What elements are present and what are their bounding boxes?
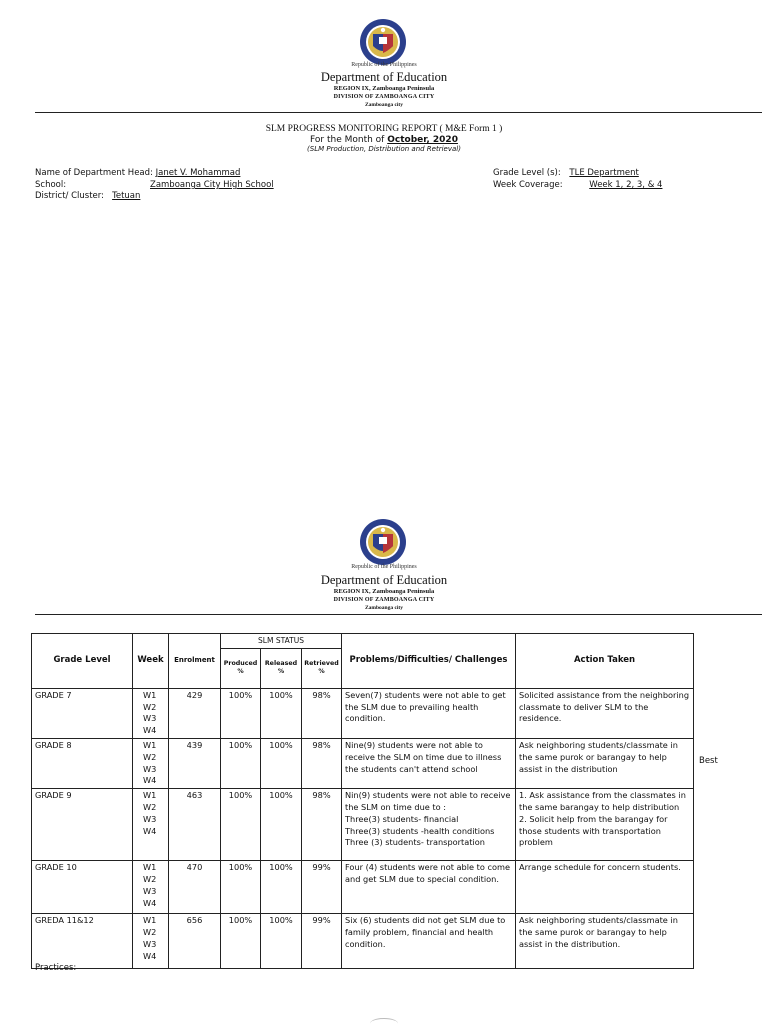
practices-label: Practices: — [35, 963, 77, 973]
division-text: DIVISION OF ZAMBOANGA CITY — [333, 94, 435, 100]
district-label: District/ Cluster: — [35, 191, 104, 201]
retrieved-cell: 98% — [302, 738, 342, 788]
problem-line: Three(3) students -health conditions — [345, 825, 495, 836]
week-item: W1 — [143, 790, 157, 801]
week-item: W4 — [143, 725, 157, 736]
district-row — [35, 191, 140, 201]
division-text: DIVISION OF ZAMBOANGA CITY — [333, 597, 435, 603]
retrieved-cell: 99% — [302, 861, 342, 914]
month-prefix: For the Month of — [310, 135, 388, 145]
header-divider — [35, 112, 762, 113]
report-subtitle: (SLM Production, Distribution and Retrieval) — [307, 145, 461, 153]
week-item: W1 — [143, 862, 157, 873]
side-note: Best — [699, 756, 718, 766]
action-cell — [516, 738, 694, 788]
week-item: W2 — [143, 873, 157, 884]
grade-cell: GRADE 9 — [32, 789, 133, 861]
action-cell — [516, 914, 694, 969]
enrolment-cell: 470 — [169, 861, 221, 914]
grade-cell: GRADE 7 — [32, 688, 133, 738]
department-name: Department of Education — [320, 573, 448, 587]
table-row — [32, 789, 694, 861]
grade-level-label: Grade Level (s): — [493, 168, 561, 178]
action-line: 1. Ask assistance from the classmates in the same barangay to help distribution — [519, 790, 686, 812]
problem-line: Three (3) students- transportation — [345, 837, 485, 848]
action-line: Solicited assistance from the neighboring classmate to deliver SLM to the residence. — [519, 689, 690, 724]
week-item: W2 — [143, 751, 157, 762]
header-slm-status: SLM STATUS — [221, 634, 342, 649]
retrieved-cell: 98% — [302, 789, 342, 861]
problem-line: Seven(7) students were not able to get the SLM due to prevailing health condition. — [345, 689, 506, 724]
action-line: 2. Solicit help from the barangay for those students with transportation problem — [519, 813, 668, 848]
slm-status-table — [31, 633, 694, 969]
header-released: Released % — [261, 648, 302, 688]
department-name: Department of Education — [320, 70, 448, 84]
week-cell — [133, 738, 169, 788]
released-cell: 100% — [261, 688, 302, 738]
table-row — [32, 688, 694, 738]
produced-cell: 100% — [221, 789, 261, 861]
week-item: W1 — [143, 915, 157, 926]
week-item: W3 — [143, 885, 157, 896]
table-body — [32, 688, 694, 968]
retrieved-cell: 98% — [302, 688, 342, 738]
released-cell: 100% — [261, 738, 302, 788]
header-retrieved: Retrieved % — [302, 648, 342, 688]
header-problems: Problems/Difficulties/ Challenges — [342, 634, 516, 689]
problems-cell — [342, 861, 516, 914]
problem-line: Nin(9) students were not able to receive the SLM on time due to : — [345, 790, 511, 812]
grade-level-row — [493, 168, 643, 178]
week-item: W3 — [143, 763, 157, 774]
week-coverage-row — [493, 180, 672, 190]
city-text: Zamboanga city — [364, 102, 404, 108]
school-label: School: — [35, 180, 67, 190]
header-action-taken: Action Taken — [516, 634, 694, 689]
grade-level-value: TLE Department — [569, 168, 639, 178]
produced-cell: 100% — [221, 861, 261, 914]
week-item: W3 — [143, 938, 157, 949]
week-cell — [133, 914, 169, 969]
problem-line: Three(3) students- financial — [345, 813, 459, 824]
week-item: W3 — [143, 713, 157, 724]
enrolment-cell: 656 — [169, 914, 221, 969]
week-cell — [133, 861, 169, 914]
report-month: October, 2020 — [387, 135, 458, 145]
week-coverage-value: Week 1, 2, 3, & 4 — [589, 180, 663, 190]
report-month-line — [0, 135, 768, 145]
table-row — [32, 861, 694, 914]
released-cell: 100% — [261, 914, 302, 969]
dept-head-value: Janet V. Mohammad — [155, 168, 241, 178]
problems-cell — [342, 789, 516, 861]
action-cell — [516, 688, 694, 738]
released-cell: 100% — [261, 789, 302, 861]
table-row — [32, 914, 694, 969]
header-produced: Produced % — [221, 648, 261, 688]
action-cell — [516, 789, 694, 861]
produced-cell: 100% — [221, 914, 261, 969]
dept-head-row — [35, 168, 240, 178]
released-cell: 100% — [261, 861, 302, 914]
dept-head-label: Name of Department Head: — [35, 168, 153, 178]
produced-cell: 100% — [221, 688, 261, 738]
week-item: W2 — [143, 701, 157, 712]
produced-cell: 100% — [221, 738, 261, 788]
week-item: W1 — [143, 739, 157, 750]
region-text: REGION IX, Zamboanga Peninsula — [333, 85, 435, 92]
enrolment-cell: 463 — [169, 789, 221, 861]
action-line: Ask neighboring students/classmate in the same purok or barangay to help assist in the distribution — [519, 739, 678, 774]
header-grade-level: Grade Level — [32, 634, 133, 689]
header-enrolment: Enrolment — [169, 634, 221, 689]
school-value: Zamboanga City High School — [150, 180, 274, 190]
grade-cell: GREDA 11&12 — [32, 914, 133, 969]
week-item: W4 — [143, 897, 157, 908]
week-item: W2 — [143, 926, 157, 937]
enrolment-cell: 439 — [169, 738, 221, 788]
retrieved-cell: 99% — [302, 914, 342, 969]
header-divider — [35, 614, 762, 615]
report-title-block — [0, 124, 768, 153]
week-cell — [133, 789, 169, 861]
week-coverage-label: Week Coverage: — [493, 180, 563, 190]
republic-text: Republic of the Philippines — [351, 62, 417, 68]
report-title: SLM PROGRESS MONITORING REPORT ( M&E Form 1 ) — [265, 124, 503, 134]
district-value: Tetuan — [112, 191, 141, 201]
week-item: W1 — [143, 689, 157, 700]
week-item: W4 — [143, 825, 157, 836]
problems-cell — [342, 914, 516, 969]
problems-cell — [342, 738, 516, 788]
problems-cell — [342, 688, 516, 738]
grade-cell: GRADE 8 — [32, 738, 133, 788]
table-row — [32, 738, 694, 788]
week-item: W4 — [143, 775, 157, 786]
grade-cell: GRADE 10 — [32, 861, 133, 914]
problem-line: Nine(9) students were not able to receive the SLM on time due to illness the students can't attend school — [345, 739, 502, 774]
header-week: Week — [133, 634, 169, 689]
deped-seal-icon — [359, 518, 407, 566]
week-cell — [133, 688, 169, 738]
region-text: REGION IX, Zamboanga Peninsula — [333, 588, 435, 595]
action-line: Arrange schedule for concern students. — [519, 862, 681, 873]
action-line: Ask neighboring students/classmate in the same purok or barangay to help assist in the distribution. — [519, 915, 678, 949]
enrolment-cell: 429 — [169, 688, 221, 738]
week-item: W4 — [143, 950, 157, 961]
deped-seal-icon — [359, 18, 407, 66]
problem-line: Six (6) students did not get SLM due to family problem, financial and health condition. — [345, 915, 506, 949]
week-item: W3 — [143, 813, 157, 824]
action-cell — [516, 861, 694, 914]
city-text: Zamboanga city — [364, 605, 404, 611]
republic-text: Republic of the Philippines — [351, 564, 417, 570]
problem-line: Four (4) students were not able to come and get SLM due to special condition. — [345, 862, 511, 884]
week-item: W2 — [143, 801, 157, 812]
